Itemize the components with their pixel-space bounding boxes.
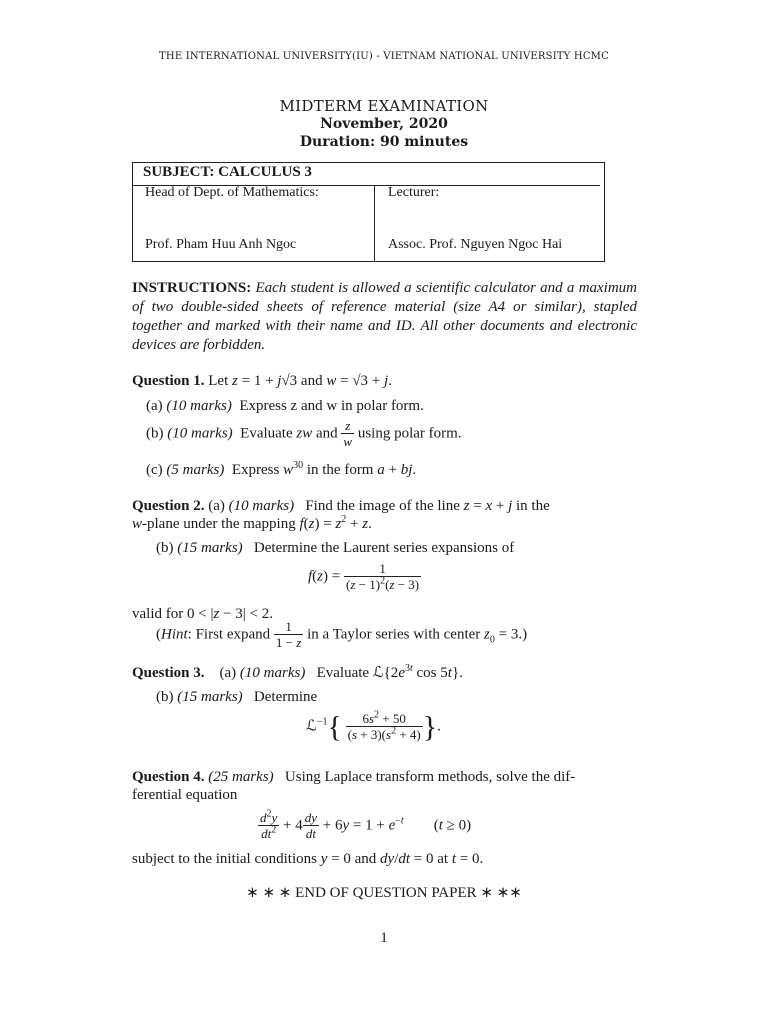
q3-part-a: Question 3. (a) (10 marks) Evaluate $ℒ\{2e^{3t}$ cos 5t}. (132, 663, 463, 681)
q1-title: Question 1. (132, 373, 205, 389)
exam-duration: Duration: 90 minutes (299, 134, 469, 150)
q2-title: Question 2. (132, 498, 205, 514)
q1-part-b: (b) (10 marks) Evaluate zw and $\frac{z}{w}$ using polar form. (146, 418, 462, 449)
q1-stem: Question 1. Let z = 1 + j√3 and w = √3 + j. (132, 373, 392, 389)
q3-b-marks: (15 marks) (177, 689, 243, 705)
q3-a-label: (a) (219, 665, 237, 681)
end-of-paper: ∗ ∗ ∗ END OF QUESTION PAPER ∗ ∗∗ (246, 885, 522, 901)
page-number: 1 (380, 930, 388, 946)
q2-a-marks: (10 marks) (228, 498, 295, 514)
q2-a-label: (a) (208, 498, 225, 514)
instructions-label: INSTRUCTIONS: (132, 280, 252, 296)
q3-formula: ℒ$^{-1}${ $\frac{6s^2 + 50}{(s + 3)(s^2 + 4)}$ }. (306, 709, 441, 744)
subject-box (132, 162, 605, 262)
q4-conditions: subject to the initial conditions y = 0 and dy/dt = 0 at t = 0. (132, 851, 484, 867)
q3-a-marks: (10 marks) (239, 665, 306, 681)
q2-hint: (Hint: First expand $\frac{1}{1 - z}$ in a Taylor series with center $z_0 = 3$.) (156, 619, 528, 650)
q3-part-b (156, 688, 317, 707)
q2-b-label: (b) (156, 540, 174, 556)
exam-title: MIDTERM EXAMINATION (279, 97, 489, 115)
q1-b-label: (b) (146, 425, 164, 442)
q4-stem (132, 768, 575, 787)
q3-title: Question 3. (132, 665, 205, 681)
head-name: Prof. Pham Huu Anh Ngoc (145, 237, 297, 252)
q1-part-a (146, 397, 424, 416)
q3-b-text: Determine (253, 689, 318, 705)
hint-label: Hint (161, 626, 188, 643)
q1-c-label: (c) (146, 462, 163, 478)
q2-b-text: Determine the Laurent series expansions of (253, 540, 515, 556)
subject-title: SUBJECT: CALCULUS 3 (143, 164, 312, 180)
q4-title: Question 4. (132, 769, 205, 785)
q2-formula: f(z) = $\frac{1}{(z - 1)^2(z - 3)}$ (308, 561, 420, 592)
q1-a-marks: (10 marks) (166, 398, 232, 414)
q2-part-a-cont: w-plane under the mapping $f(z) = z^2 + z$. (132, 514, 372, 532)
instructions-body: Each student is allowed a scientific calculator and a maximum of two double-sided sheets of reference material (size A4 or similar), stapled together and marked with their name and ID. All other documents and electronic devices are forbidden. (132, 280, 638, 353)
subject-divider (374, 185, 375, 261)
q2-b-marks: (15 marks) (177, 540, 243, 556)
head-label: Head of Dept. of Mathematics: (145, 185, 319, 200)
q2-part-b (156, 539, 514, 558)
instructions (132, 279, 637, 355)
exam-heading (0, 97, 768, 151)
university-header: THE INTERNATIONAL UNIVERSITY(IU) - VIETNAM NATIONAL UNIVERSITY HCMC (159, 51, 609, 62)
lecturer-name: Assoc. Prof. Nguyen Ngoc Hai (388, 237, 563, 252)
q1-c-marks: (5 marks) (166, 462, 225, 478)
q1-b-marks: (10 marks) (167, 425, 233, 442)
q1-a-text: Express z and w in polar form. (239, 398, 424, 414)
q3-b-label: (b) (156, 689, 174, 705)
q1-a-label: (a) (146, 398, 163, 414)
q1-part-c: (c) (5 marks) Express $w^{30}$ in the form a + bj. (146, 460, 417, 478)
q4-stem-cont: ferential equation (132, 787, 238, 803)
q2-validity: valid for 0 < |z − 3| < 2. (132, 606, 273, 622)
q4-marks: (25 marks) (208, 769, 274, 785)
q1-fraction: $\frac{z}{w}$ (343, 418, 353, 449)
q4-equation: $\frac{d^2y}{dt^2}$ + 4 $\frac{dy}{dt}$ + $6y = 1 + e^{-t}$ (t ≥ 0) (260, 808, 472, 841)
exam-date: November, 2020 (320, 116, 448, 132)
q2-part-a: Question 2. (a) (10 marks) Find the image of the line z = x + j in the (132, 498, 550, 514)
q4-text-1: Using Laplace transform methods, solve the dif- (284, 769, 576, 785)
lecturer-label: Lecturer: (388, 185, 440, 200)
